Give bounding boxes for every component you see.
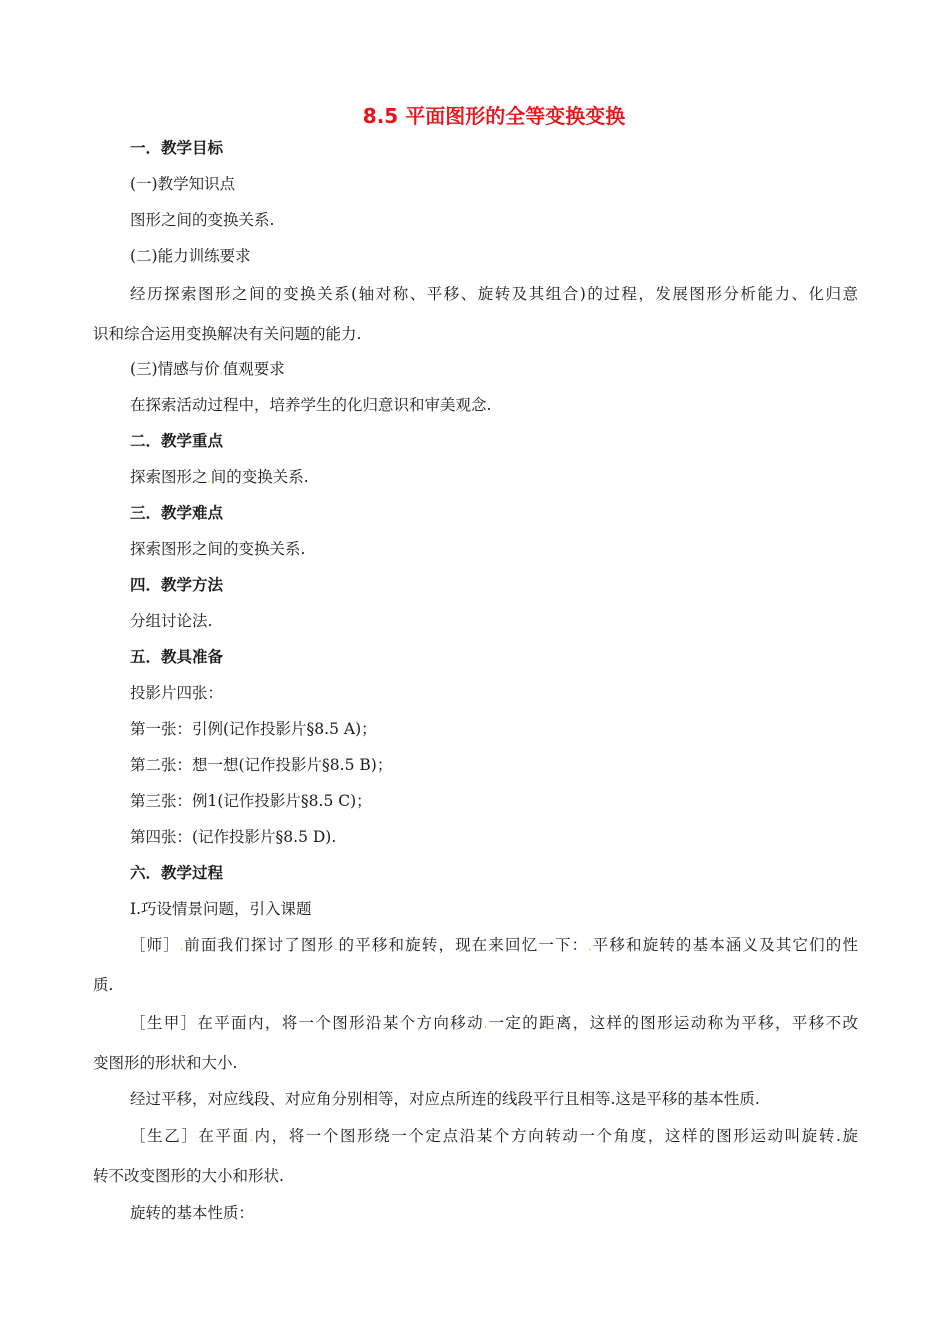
paragraph-materials: 投影片四张： bbox=[130, 684, 224, 702]
slide-item-4: 第四张：(记作投影片§8.5 D). bbox=[130, 828, 337, 846]
paragraph-translation-property: 经过平移，对应线段、对应角分别相等，对应点所连的线段平行且相等.这是平移的基本性质. bbox=[130, 1090, 760, 1108]
stray-mark: . bbox=[483, 1020, 488, 1031]
dialogue-teacher-line1: ［师］.前面我们探讨了图形.的平移和旋转，现在来回忆一下：.平移和旋转的基本涵义及其它们的性 bbox=[130, 936, 858, 954]
paragraph-key-points: 探索图形之.间的变换关系. bbox=[130, 468, 309, 486]
dialogue-student-b-line1: ［生乙］在平面.内，将一个图形绕一个定点沿某个方向转动一个角度，这样的图形运动叫旋转.旋 bbox=[130, 1127, 858, 1145]
page-title: 8.5 平面图形的全等变换变换 bbox=[362, 104, 626, 128]
paragraph-ability-line1: 经历探索图形之间的变换关系(轴对称、平移、旋转及其组合)的过程，发展图形分析能力、化归意 bbox=[130, 285, 858, 303]
stray-mark: . bbox=[219, 366, 223, 377]
dialogue-teacher-line2: 质. bbox=[93, 976, 114, 994]
slide-item-3: 第三张：例1(记作投影片§8.5 C)； bbox=[130, 792, 372, 810]
dialogue-student-a-line2: 变图形的形状和大小. bbox=[93, 1054, 238, 1072]
section-heading-difficulties: 三．教学难点 bbox=[130, 504, 224, 522]
stray-mark: . bbox=[179, 942, 184, 953]
section-heading-process: 六．教学过程 bbox=[130, 864, 224, 882]
paragraph-knowledge: 图形之间的变换关系. bbox=[130, 211, 275, 229]
stray-mark: . bbox=[207, 474, 211, 485]
paragraph-difficulties: 探索图形之间的变换关系. bbox=[130, 540, 306, 558]
slide-item-1: 第一张：引例(记作投影片§8.5 A)； bbox=[130, 720, 377, 738]
paragraph-rotation-property: 旋转的基本性质： bbox=[130, 1204, 255, 1222]
stray-mark: . bbox=[334, 942, 338, 953]
slide-item-2: 第二张：想一想(记作投影片§8.5 B)； bbox=[130, 756, 393, 774]
subheading-ability: (二)能力训练要求 bbox=[130, 247, 251, 265]
stray-mark: . bbox=[588, 942, 592, 953]
paragraph-values: 在探索活动过程中，培养学生的化归意识和审美观念. bbox=[130, 396, 492, 414]
dialogue-student-a-line1: ［生甲］在平面内，将一个图形沿某个方向移动.一定的距离，这样的图形运动称为平移，平移不改 bbox=[130, 1014, 858, 1032]
section-heading-materials: 五．教具准备 bbox=[130, 648, 224, 666]
section-heading-objectives: 一．教学目标 bbox=[130, 139, 224, 157]
subheading-values: (三)情感与价.值观要求 bbox=[130, 360, 285, 378]
paragraph-methods: 分组讨论法. bbox=[130, 612, 213, 630]
process-step-1: Ⅰ.巧设情景问题，引入课题 bbox=[130, 900, 312, 918]
section-heading-methods: 四．教学方法 bbox=[130, 576, 224, 594]
dialogue-student-b-line2: 转不改变图形的大小和形状. bbox=[93, 1167, 284, 1185]
section-heading-key-points: 二．教学重点 bbox=[130, 432, 224, 450]
stray-mark: . bbox=[249, 1133, 253, 1144]
subheading-knowledge: (一)教学知识点 bbox=[130, 175, 236, 193]
paragraph-ability-line2: 识和综合运用变换解决有关问题的能力. bbox=[93, 325, 362, 343]
